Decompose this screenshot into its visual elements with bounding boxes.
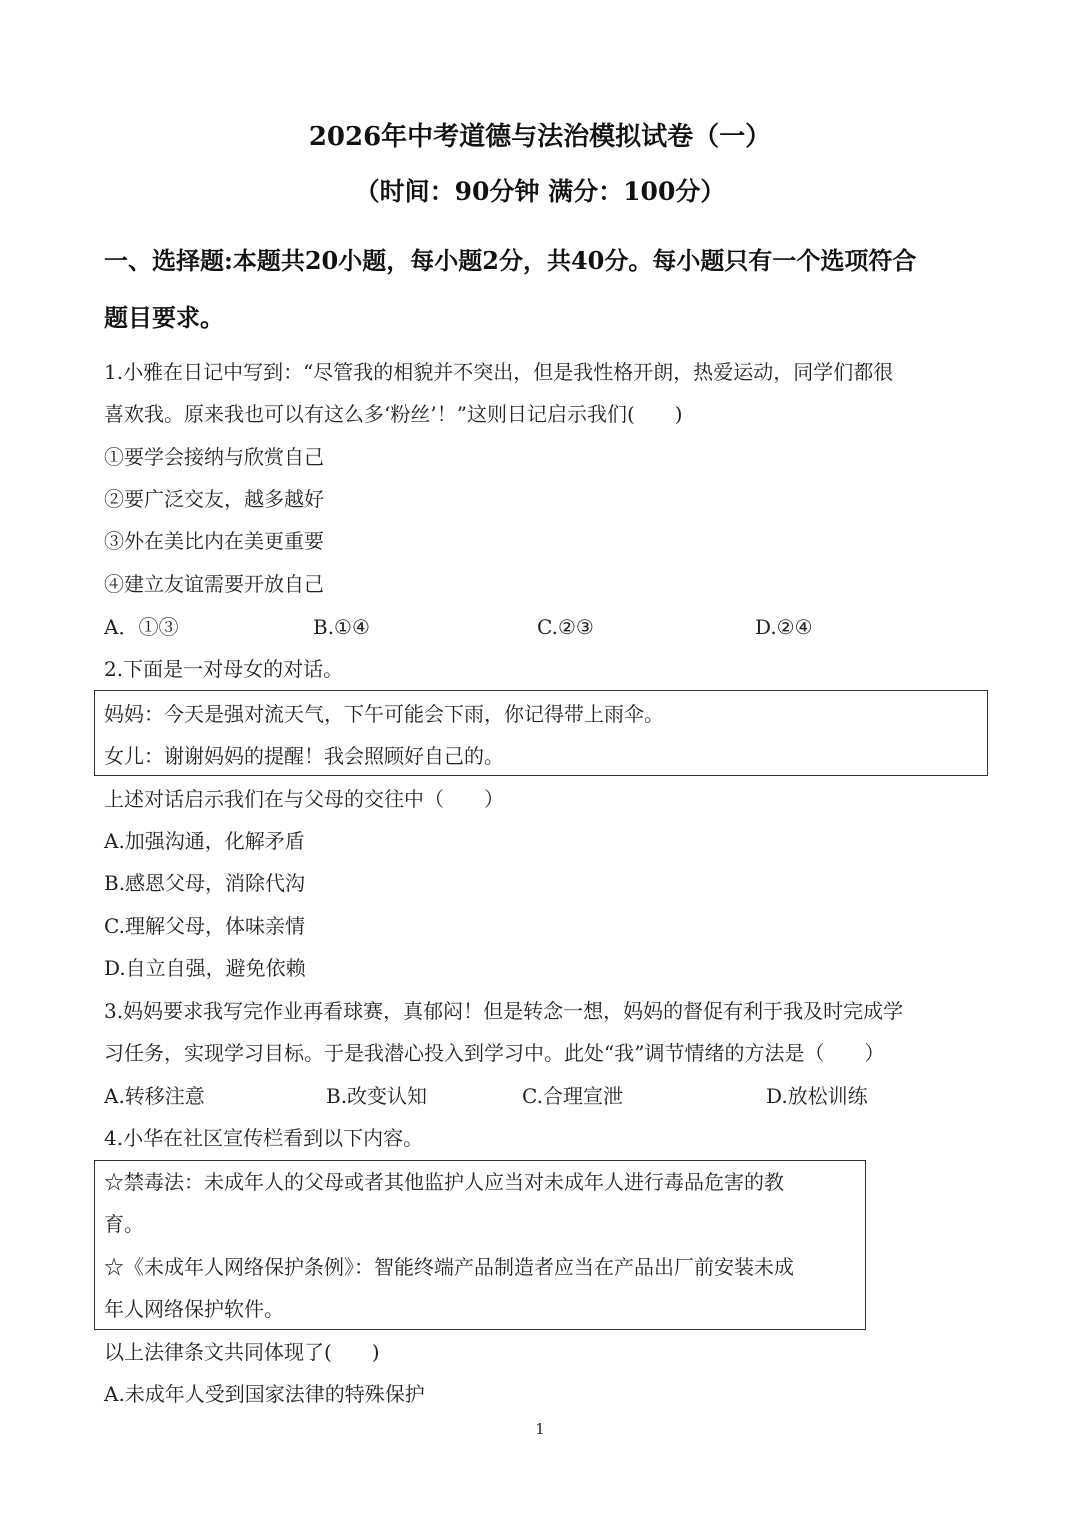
q1-item: ②要广泛交友，越多越好 bbox=[104, 487, 324, 511]
q1-option-c: C.②③ bbox=[537, 615, 594, 639]
q4-option-a: A.未成年人受到国家法律的特殊保护 bbox=[104, 1382, 425, 1406]
page-number: 1 bbox=[535, 1420, 545, 1438]
q1-option-d: D.②④ bbox=[755, 615, 813, 639]
exam-subtitle: （时间：90分钟 满分：100分） bbox=[354, 177, 726, 206]
q3-option-c: C.合理宣泄 bbox=[522, 1084, 623, 1108]
q2-option-c: C.理解父母，体味亲情 bbox=[104, 914, 305, 938]
q2-dialogue-line: 女儿：谢谢妈妈的提醒！我会照顾好自己的。 bbox=[104, 744, 504, 768]
section-heading-line2: 题目要求。 bbox=[104, 303, 224, 332]
q2-option-d: D.自立自强，避免依赖 bbox=[104, 956, 306, 980]
q3-option-d: D.放松训练 bbox=[766, 1084, 868, 1108]
q1-item: ④建立友谊需要开放自己 bbox=[104, 572, 324, 596]
q4-notice-line: 年人网络保护软件。 bbox=[104, 1297, 284, 1321]
q4-question: 以上法律条文共同体现了( ) bbox=[104, 1340, 380, 1364]
q1-stem-line2: 喜欢我。原来我也可以有这么多‘粉丝’！”这则日记启示我们( ) bbox=[104, 402, 683, 426]
q4-stem: 4.小华在社区宣传栏看到以下内容。 bbox=[104, 1126, 424, 1150]
section-heading-line1: 一、选择题:本题共20小题，每小题2分，共40分。每小题只有一个选项符合 bbox=[104, 246, 917, 275]
q2-dialogue-line: 妈妈：今天是强对流天气，下午可能会下雨，你记得带上雨伞。 bbox=[104, 702, 664, 726]
q3-stem-line2: 习任务，实现学习目标。于是我潜心投入到学习中。此处“我”调节情绪的方法是（ ） bbox=[104, 1041, 885, 1065]
q1-item: ③外在美比内在美更重要 bbox=[104, 529, 324, 553]
q1-option-a: A．①③ bbox=[104, 615, 179, 639]
q4-notice-line: ☆禁毒法：未成年人的父母或者其他监护人应当对未成年人进行毒品危害的教 bbox=[104, 1170, 784, 1194]
q2-stem: 2.下面是一对母女的对话。 bbox=[104, 657, 344, 681]
q4-notice-line: 育。 bbox=[104, 1212, 144, 1236]
exam-title: 2026年中考道德与法治模拟试卷（一） bbox=[308, 122, 772, 152]
q4-notice-line: ☆《未成年人网络保护条例》：智能终端产品制造者应当在产品出厂前安装未成 bbox=[104, 1255, 794, 1279]
q2-question: 上述对话启示我们在与父母的交往中（ ） bbox=[104, 787, 504, 811]
q2-option-a: A.加强沟通，化解矛盾 bbox=[104, 829, 305, 853]
q3-option-b: B.改变认知 bbox=[326, 1084, 428, 1108]
q2-option-b: B.感恩父母，消除代沟 bbox=[104, 871, 306, 895]
q3-option-a: A.转移注意 bbox=[104, 1084, 205, 1108]
q1-stem-line1: 1.小雅在日记中写到：“尽管我的相貌并不突出，但是我性格开朗，热爱运动，同学们都很 bbox=[104, 360, 894, 384]
q3-stem-line1: 3.妈妈要求我写完作业再看球赛，真郁闷！但是转念一想，妈妈的督促有利于我及时完成学 bbox=[104, 999, 904, 1023]
q1-option-b: B.①④ bbox=[313, 615, 370, 639]
q1-item: ①要学会接纳与欣赏自己 bbox=[104, 445, 324, 469]
